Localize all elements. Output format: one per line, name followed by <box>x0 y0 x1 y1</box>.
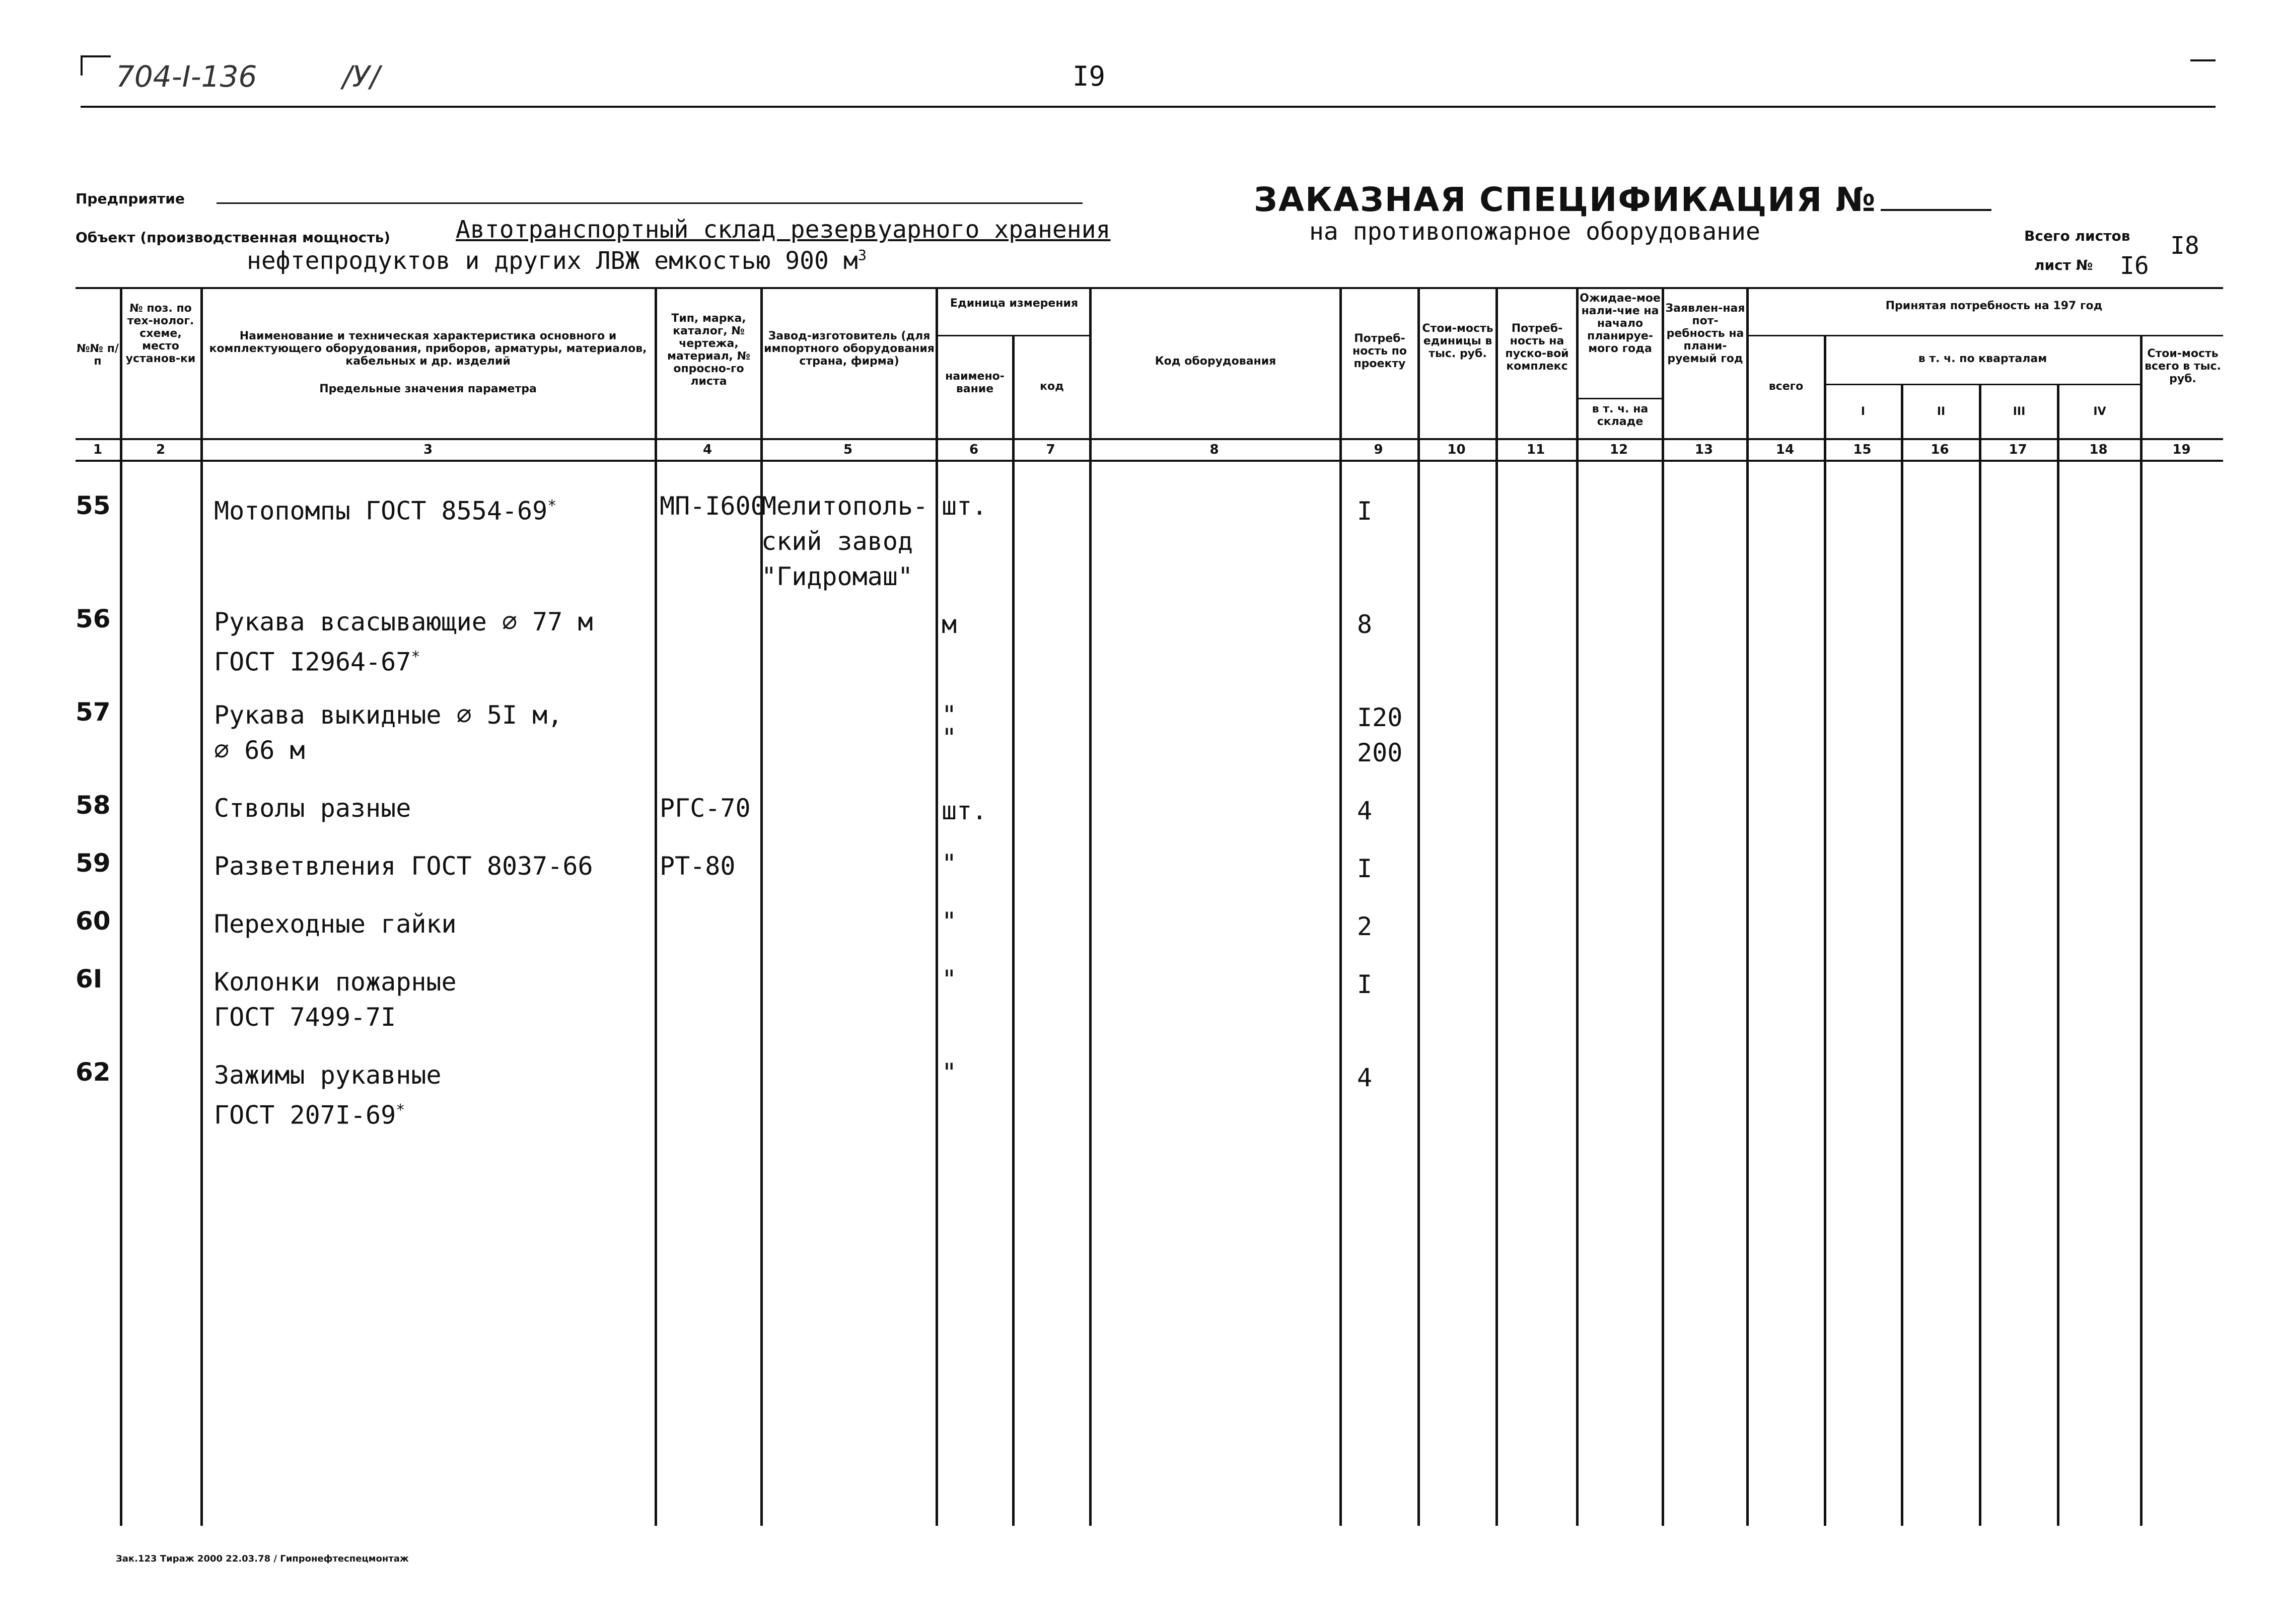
col-line-9 <box>1417 287 1420 1526</box>
item-qty: 2 <box>1357 912 1373 941</box>
hdr-col-12a: Ожидае-мое нали-чие на начало планируе-мого года <box>1580 292 1661 355</box>
item-unit: " <box>942 965 957 994</box>
item-unit: " <box>942 700 957 730</box>
object-label: Объект (производственная мощность) <box>76 229 391 246</box>
item-name: Рукава всасывающие ∅ 77 м <box>214 607 593 637</box>
hdr-col-4: Тип, марка, каталог, № чертежа, материал, № опросно-го листа <box>667 312 751 388</box>
doc-code: 704-I-136 <box>116 59 257 94</box>
colnum-7: 7 <box>1046 442 1055 457</box>
item-unit: шт. <box>942 491 987 521</box>
item-unit: м <box>942 610 957 639</box>
row-number: 58 <box>76 791 111 820</box>
colnum-1: 1 <box>93 442 103 457</box>
top-bracket-left <box>81 55 83 76</box>
colnum-2: 2 <box>156 442 166 457</box>
hdr-col-14: всего <box>1768 380 1804 393</box>
colnum-16: 16 <box>1931 442 1949 457</box>
top-bracket <box>81 55 111 57</box>
item-type: РТ-80 <box>660 852 736 881</box>
col-line-7 <box>1089 287 1092 1526</box>
hdr-col-2: № поз. по тех-нолог. схеме, место установ-ки <box>125 302 196 365</box>
col-line-2 <box>200 287 203 1526</box>
colnum-13: 13 <box>1694 442 1714 457</box>
col-line-12 <box>1662 287 1664 1526</box>
hdr-col-16: II <box>1937 405 1946 418</box>
item-name: ГОСТ 7499-7I <box>214 1003 396 1032</box>
row-number: 57 <box>76 697 111 727</box>
corner-mark <box>2190 59 2216 61</box>
item-maker: "Гидромаш" <box>761 562 913 591</box>
hdr-col-12b: в т. ч. на складе <box>1592 403 1649 428</box>
item-qty: I <box>1357 497 1373 526</box>
top-rule <box>81 106 2216 108</box>
item-name: ∅ 66 м <box>214 736 305 765</box>
colnum-5: 5 <box>843 442 853 457</box>
item-qty: I <box>1357 854 1373 883</box>
col-line-4 <box>760 287 763 1526</box>
colnum-9: 9 <box>1374 442 1383 457</box>
colnum-12: 12 <box>1609 442 1628 457</box>
col-line-5 <box>936 287 938 1526</box>
item-unit: " <box>942 907 957 936</box>
item-type: РГС-70 <box>660 794 751 823</box>
item-name: Стволы разные <box>214 794 411 823</box>
hdr-col-3b: Предельные значения параметра <box>319 383 537 395</box>
total-sheets-value: I8 <box>2170 232 2199 260</box>
quarter-subrule <box>1825 384 2143 385</box>
page-number: I9 <box>1073 60 1106 92</box>
colnum-10: 10 <box>1447 442 1466 457</box>
colnum-14: 14 <box>1775 442 1795 457</box>
col-line-8 <box>1339 287 1342 1526</box>
print-imprint: Зак.123 Тираж 2000 22.03.78 / Гипронефтеспецмонтаж <box>116 1554 409 1564</box>
col-line-17 <box>2057 384 2059 1526</box>
col-line-16 <box>1979 384 1981 1526</box>
item-name: Зажимы рукавные <box>214 1061 442 1090</box>
sheet-value: I6 <box>2120 252 2149 280</box>
hdr-col-13: Заявлен-ная пот-ребность на плани-руемый год <box>1665 302 1745 365</box>
item-qty: 4 <box>1357 796 1373 825</box>
col-line-18 <box>2140 335 2143 1526</box>
hdr-col-10: Стои-мость единицы в тыс. руб. <box>1422 322 1493 360</box>
row-number: 59 <box>76 849 111 878</box>
item-unit: " <box>942 849 957 878</box>
colnum-15: 15 <box>1853 442 1872 457</box>
hdr-col-18: IV <box>2093 405 2106 418</box>
colnum-8: 8 <box>1209 442 1219 457</box>
total-sheets-label: Всего листов <box>2024 228 2130 244</box>
sheet-label: лист № <box>2034 257 2093 273</box>
hdr-col-6: наимено-вание <box>945 370 1005 395</box>
item-name: ГОСТ I2964-67* <box>214 647 420 677</box>
col-line-10 <box>1495 287 1498 1526</box>
qty-subrule <box>1747 335 2223 336</box>
item-name: Разветвления ГОСТ 8037-66 <box>214 852 593 881</box>
col-line-6 <box>1012 335 1015 1526</box>
hdr-col-15: I <box>1861 405 1866 418</box>
col-line-3 <box>655 287 657 1526</box>
colnum-3: 3 <box>423 442 433 457</box>
item-name: Рукава выкидные ∅ 5I м, <box>214 700 563 730</box>
item-maker: ский завод <box>761 527 913 556</box>
row-number: 60 <box>76 906 111 936</box>
enterprise-line <box>217 202 1083 204</box>
item-name: ГОСТ 207I-69* <box>214 1100 405 1130</box>
row-number: 55 <box>76 491 111 520</box>
item-name: Мотопомпы ГОСТ 8554-69* <box>214 496 557 526</box>
col-line-13 <box>1746 287 1749 1526</box>
item-type: МП-I600 <box>660 491 766 521</box>
enterprise-label: Предприятие <box>76 190 185 207</box>
col-line-1 <box>120 287 122 1526</box>
hdr-col-17: III <box>2013 405 2026 418</box>
hdr-accepted: Принятая потребность на 197 год <box>1885 300 2103 312</box>
hdr-col-5: Завод-изготовитель (для импортного оборудования страна, фирма) <box>764 330 935 368</box>
object-line-2: нефтепродуктов и других ЛВЖ емкостью 900 $м^3$ <box>247 247 867 275</box>
item-name: Колонки пожарные <box>214 967 457 997</box>
colnum-11: 11 <box>1526 442 1545 457</box>
col-line-15 <box>1901 384 1903 1526</box>
item-qty: 200 <box>1357 738 1403 767</box>
colnum-17: 17 <box>2009 442 2027 457</box>
item-qty: I <box>1357 970 1373 999</box>
item-qty: 8 <box>1357 610 1373 639</box>
colnum-19: 19 <box>2172 442 2191 457</box>
doc-mark: /У/ <box>342 59 380 94</box>
stock-subrule <box>1579 398 1664 399</box>
hdr-col-19: Стои-мость всего в тыс. руб. <box>2145 347 2221 385</box>
item-unit: " <box>942 723 957 752</box>
colnum-18: 18 <box>2089 442 2108 457</box>
col-line-14 <box>1824 335 1826 1526</box>
hdr-col-3a: Наименование и техническая характеристика основного и комплектующего оборудования, приборов, арматуры, материалов, кабельных и др. изделий <box>209 330 647 368</box>
colnum-4: 4 <box>702 442 712 457</box>
row-number: 56 <box>76 604 111 633</box>
item-maker: Мелитополь- <box>761 491 929 521</box>
spec-title: ЗАКАЗНАЯ СПЕЦИФИКАЦИЯ № <box>1254 180 1991 219</box>
hdr-col-7: код <box>1040 380 1064 393</box>
object-line-1: Автотранспортный склад резервуарного хранения <box>456 216 1111 244</box>
row-number: 62 <box>76 1057 111 1087</box>
spec-subtitle: на противопожарное оборудование <box>1309 218 1760 246</box>
item-unit: " <box>942 1058 957 1087</box>
hdr-col-8: Код оборудования <box>1155 355 1276 368</box>
row-number: 6I <box>76 964 103 994</box>
hdr-unit: Единица измерения <box>950 297 1079 310</box>
item-qty: 4 <box>1357 1063 1373 1092</box>
col-line-11 <box>1576 287 1579 1526</box>
item-unit: шт. <box>942 796 987 825</box>
item-name: Переходные гайки <box>214 909 457 939</box>
item-qty: I20 <box>1357 703 1403 732</box>
hdr-col-1: №№ п/п <box>77 342 119 368</box>
hdr-col-9: Потреб-ность по проекту <box>1352 332 1407 370</box>
hdr-quarters: в т. ч. по кварталам <box>1918 352 2047 365</box>
hdr-col-11: Потреб-ность на пуско-вой комплекс <box>1505 322 1569 373</box>
table-top-rule <box>76 287 2223 289</box>
colnum-6: 6 <box>969 442 979 457</box>
